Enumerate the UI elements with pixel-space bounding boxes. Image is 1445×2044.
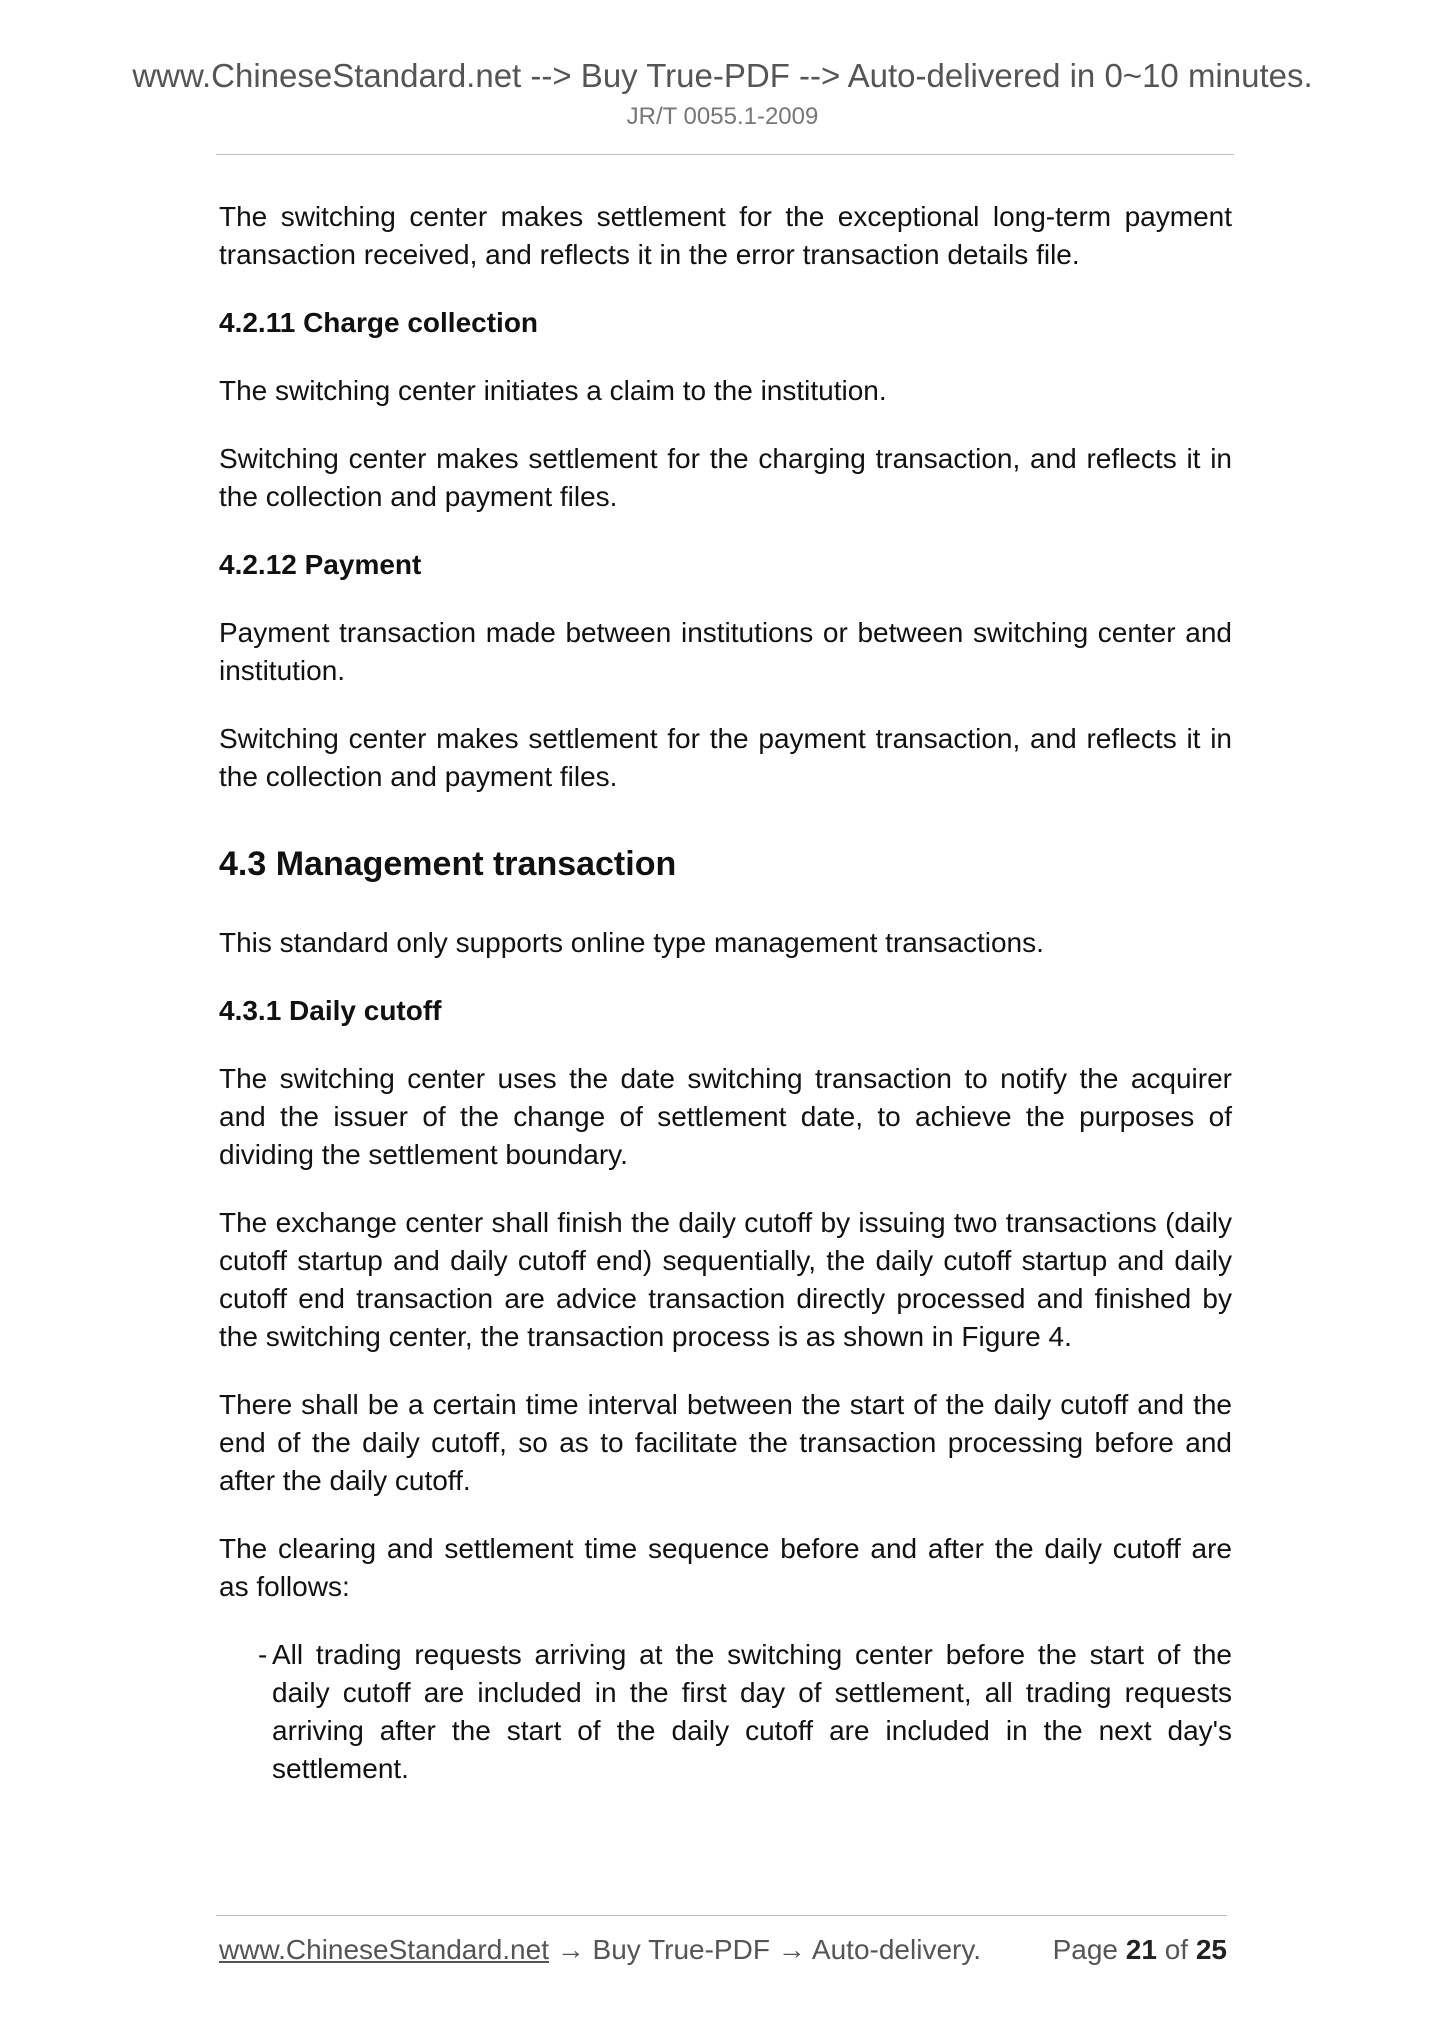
paragraph: Switching center makes settlement for the payment transaction, and reflects it in the collection and payment files. (219, 723, 1232, 792)
document-number: JR/T 0055.1-2009 (626, 103, 819, 130)
section-heading-4-2-12: 4.2.12 Payment (219, 549, 422, 580)
paragraph: Switching center makes settlement for the charging transaction, and reflects it in the collection and payment files. (219, 443, 1232, 512)
section-heading-4-3-1: 4.3.1 Daily cutoff (219, 995, 442, 1026)
list-item (258, 1636, 1232, 1788)
paragraph: The switching center makes settlement for the exceptional long-term payment transaction received, and reflects it in the error transaction details file. (219, 201, 1232, 270)
page-footer (219, 1930, 1227, 1970)
footer-divider (216, 1915, 1227, 1916)
paragraph: There shall be a certain time interval between the start of the daily cutoff and the end of the daily cutoff, so as to facilitate the transaction processing before and after the daily cutoff. (219, 1389, 1232, 1496)
section-heading-4-2-11: 4.2.11 Charge collection (219, 307, 539, 338)
header-banner: www.ChineseStandard.net --> Buy True-PDF --> Auto-delivered in 0~10 minutes. (132, 57, 1313, 94)
page-header (0, 56, 1445, 132)
page-number (1053, 1930, 1227, 1970)
paragraph: The switching center initiates a claim to the institution. (219, 375, 887, 406)
section-heading-4-3: 4.3 Management transaction (219, 845, 677, 883)
page-of-label: of (1156, 1934, 1196, 1965)
total-pages: 25 (1195, 1934, 1227, 1965)
bullet-marker: - (258, 1639, 268, 1670)
paragraph: Payment transaction made between institutions or between switching center and institution. (219, 617, 1232, 686)
footer-promo-text: → Buy True-PDF → Auto-delivery. (548, 1934, 982, 1965)
paragraph: The exchange center shall finish the daily cutoff by issuing two transactions (daily cutoff startup and daily cutoff end) sequentially, the daily cutoff startup and daily cutoff end transaction are advice transaction directly processed and finished by the switching center, the transaction process is as shown in Figure 4. (219, 1207, 1232, 1352)
list-item-text: All trading requests arriving at the switching center before the start of the daily cutoff are included in the first day of settlement, all trading requests arriving after the start of the daily cutoff are included in the next day's settlement. (272, 1639, 1232, 1784)
footer-site-link[interactable]: www.ChineseStandard.net (219, 1934, 549, 1965)
header-divider (216, 154, 1234, 155)
footer-promo (219, 1930, 981, 1970)
paragraph: This standard only supports online type management transactions. (219, 927, 1044, 958)
page-label: Page (1052, 1934, 1126, 1965)
paragraph: The clearing and settlement time sequence before and after the daily cutoff are as follows: (219, 1533, 1232, 1602)
document-body (219, 198, 1232, 1818)
current-page: 21 (1125, 1934, 1157, 1965)
paragraph: The switching center uses the date switching transaction to notify the acquirer and the issuer of the change of settlement date, to achieve the purposes of dividing the settlement boundary. (219, 1063, 1232, 1170)
